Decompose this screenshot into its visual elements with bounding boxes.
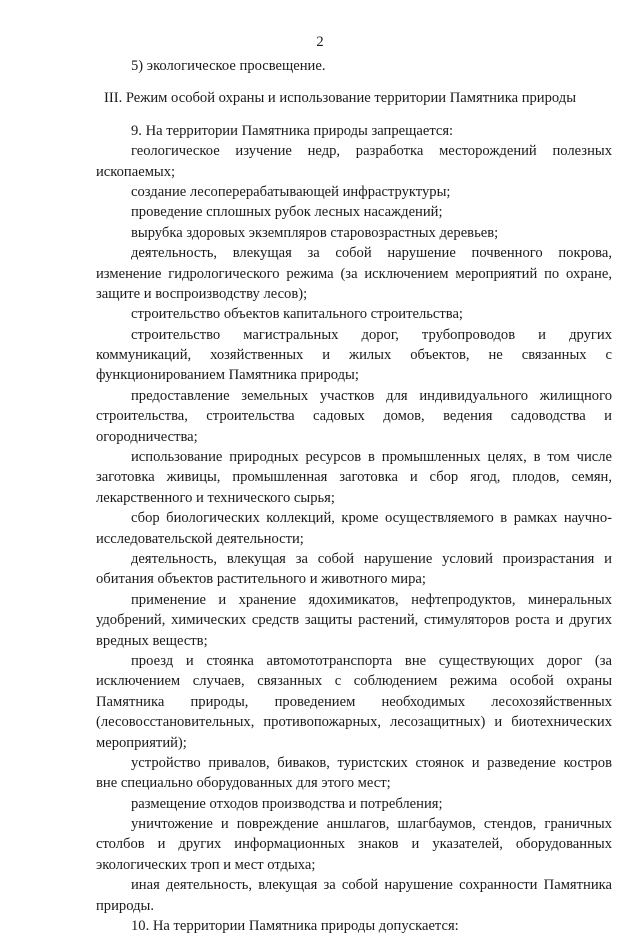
text-line: вырубка здоровых экземпляров старовозрастных деревьев; [131,224,499,241]
text-line: деятельность, влекущая за собой нарушение почвенного покрова, [131,245,612,262]
text-line: иная деятельность, влекущая за собой нарушение сохранности Памятника [131,877,612,894]
text-line: создание лесоперерабатывающей инфраструктуры; [131,183,451,200]
text-line: проезд и стоянка автомототранспорта вне существующих дорог (за [131,652,612,669]
text-line: огородничества; [96,428,198,445]
text-line: деятельность, влекущая за собой нарушение условий произрастания и [131,550,612,567]
text-line: устройство привалов, биваков, туристских стоянок и разведение костров [131,754,612,771]
text-line: вне специально оборудованных для этого мест; [96,775,391,792]
section-heading: III. Режим особой охраны и использование территории Памятника природы [104,90,577,107]
text-line: ископаемых; [96,163,176,180]
text-line: исключением случаев, связанных с соблюдением режима особой охраны [96,673,612,690]
text-line: применение и хранение ядохимикатов, нефтепродуктов, минеральных [131,591,612,608]
text-line: строительство магистральных дорог, трубопроводов и других [131,326,612,343]
text-line: использование природных ресурсов в промышленных целях, в том числе [131,449,612,466]
text-line: изменение гидрологического режима (за исключением мероприятий по охране, [96,265,612,282]
text-line: (лесовосстановительных, противопожарных, лесозащитных) и биотехнических [96,714,612,731]
text-line: функционированием Памятника природы; [96,367,359,384]
text-line: геологическое изучение недр, разработка месторождений полезных [131,143,612,160]
text-line: обитания объектов растительного и животного мира; [96,571,426,588]
text-line: проведение сплошных рубок лесных насаждений; [131,204,443,221]
text-line: коммуникаций, хозяйственных и жилых объектов, не связанных с [96,347,612,364]
text-line: исследовательской деятельности; [96,530,304,547]
text-line: удобрений, химических средств защиты растений, стимуляторов роста и других [96,612,612,629]
text-line: экологических троп и мест отдыха; [96,856,316,873]
text-line: строительства, строительства садовых домов, ведения садоводства и [96,408,612,425]
text-line: заготовка живицы, промышленная заготовка и сбор ягод, плодов, семян, [96,469,612,486]
text-line: размещение отходов производства и потребления; [131,795,443,812]
text-line: Памятника природы, проведением необходимых лесохозяйственных [96,693,612,710]
text-line: уничтожение и повреждение аншлагов, шлагбаумов, стендов, граничных [131,816,612,833]
text-line: столбов и других информационных знаков и указателей, оборудованных [96,836,612,853]
text-line: природы. [96,897,154,914]
document-body [96,56,612,936]
page-number: 2 [316,34,324,50]
paragraph-heading: 10. На территории Памятника природы допускается: [131,918,459,935]
text-line: вредных веществ; [96,632,208,649]
text-line: предоставление земельных участков для индивидуального жилищного [131,387,612,404]
paragraph-heading: 9. На территории Памятника природы запрещается: [131,122,454,139]
text-line: 5) экологическое просвещение. [131,58,326,74]
text-line: строительство объектов капитального строительства; [131,306,463,323]
text-line: лекарственного и технического сырья; [96,489,335,506]
text-line: сбор биологических коллекций, кроме осуществляемого в рамках научно- [131,510,612,527]
text-line: защите и воспроизводству лесов); [96,285,308,302]
text-line: мероприятий); [96,734,187,751]
